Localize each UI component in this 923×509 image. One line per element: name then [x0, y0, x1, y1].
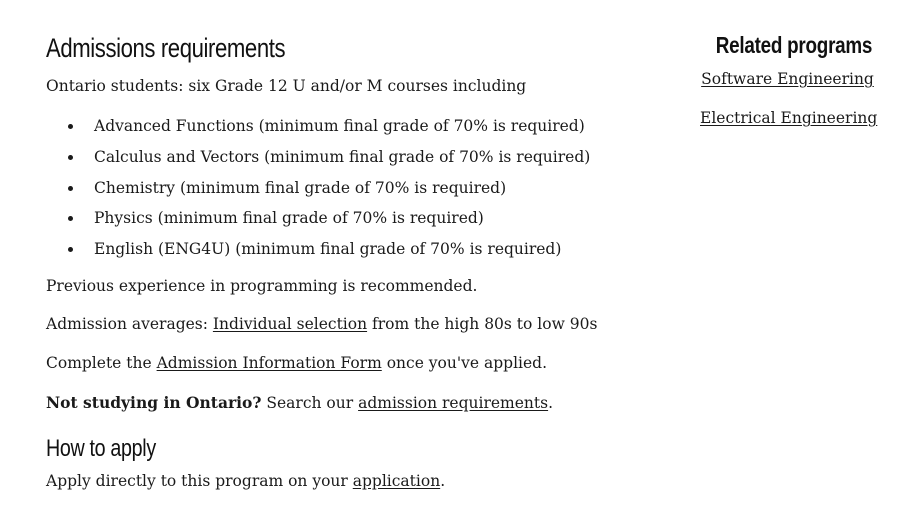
list-item: [46, 207, 590, 238]
main-content: [46, 30, 666, 490]
not-ontario-note: [46, 393, 553, 412]
requirement-text: Physics (minimum final grade of 70% is required): [94, 209, 484, 228]
bullet-icon: [68, 247, 73, 252]
related-programs-sidebar: [700, 30, 878, 129]
list-item: [46, 238, 590, 269]
experience-note: Previous experience in programming is recommended.: [46, 277, 478, 295]
form-prefix: Complete the: [46, 354, 157, 372]
bullet-icon: [68, 124, 73, 129]
admission-requirements-link[interactable]: admission requirements: [358, 394, 549, 412]
admission-averages: [46, 315, 597, 333]
list-item: [46, 115, 590, 146]
bullet-icon: [68, 216, 73, 221]
list-item: [46, 146, 590, 177]
requirement-text: Chemistry (minimum final grade of 70% is required): [94, 178, 507, 197]
intro-text: Ontario students: six Grade 12 U and/or M courses including: [46, 77, 527, 95]
averages-suffix: from the high 80s to low 90s: [367, 315, 598, 333]
bullet-icon: [68, 155, 73, 160]
form-suffix: once you've applied.: [381, 354, 548, 372]
not-ontario-text: Search our: [261, 394, 359, 412]
apply-prefix: Apply directly to this program on your: [46, 472, 353, 490]
requirement-text: English (ENG4U) (minimum final grade of 70% is required): [94, 240, 562, 259]
software-engineering-link[interactable]: Software Engineering: [701, 70, 874, 88]
individual-selection-link[interactable]: Individual selection: [212, 315, 368, 333]
electrical-engineering-link[interactable]: Electrical Engineering: [700, 109, 878, 127]
application-link[interactable]: application: [352, 472, 441, 490]
averages-prefix: Admission averages:: [46, 315, 213, 333]
bullet-icon: [68, 186, 73, 191]
related-programs-heading: Related programs: [715, 32, 873, 58]
how-to-apply-heading: How to apply: [46, 435, 156, 462]
requirement-text: Calculus and Vectors (minimum final grade of 70% is required): [94, 147, 591, 166]
not-ontario-end: .: [548, 394, 554, 412]
not-ontario-bold: Not studying in Ontario?: [46, 393, 262, 412]
requirements-list: [46, 115, 590, 269]
list-item: [46, 177, 590, 208]
admissions-heading: Admissions requirements: [46, 33, 286, 63]
apply-text: [46, 472, 445, 490]
admission-form-note: [46, 354, 547, 372]
apply-suffix: .: [440, 472, 446, 490]
requirement-text: Advanced Functions (minimum final grade of 70% is required): [94, 117, 585, 135]
admission-information-form-link[interactable]: Admission Information Form: [156, 354, 382, 372]
